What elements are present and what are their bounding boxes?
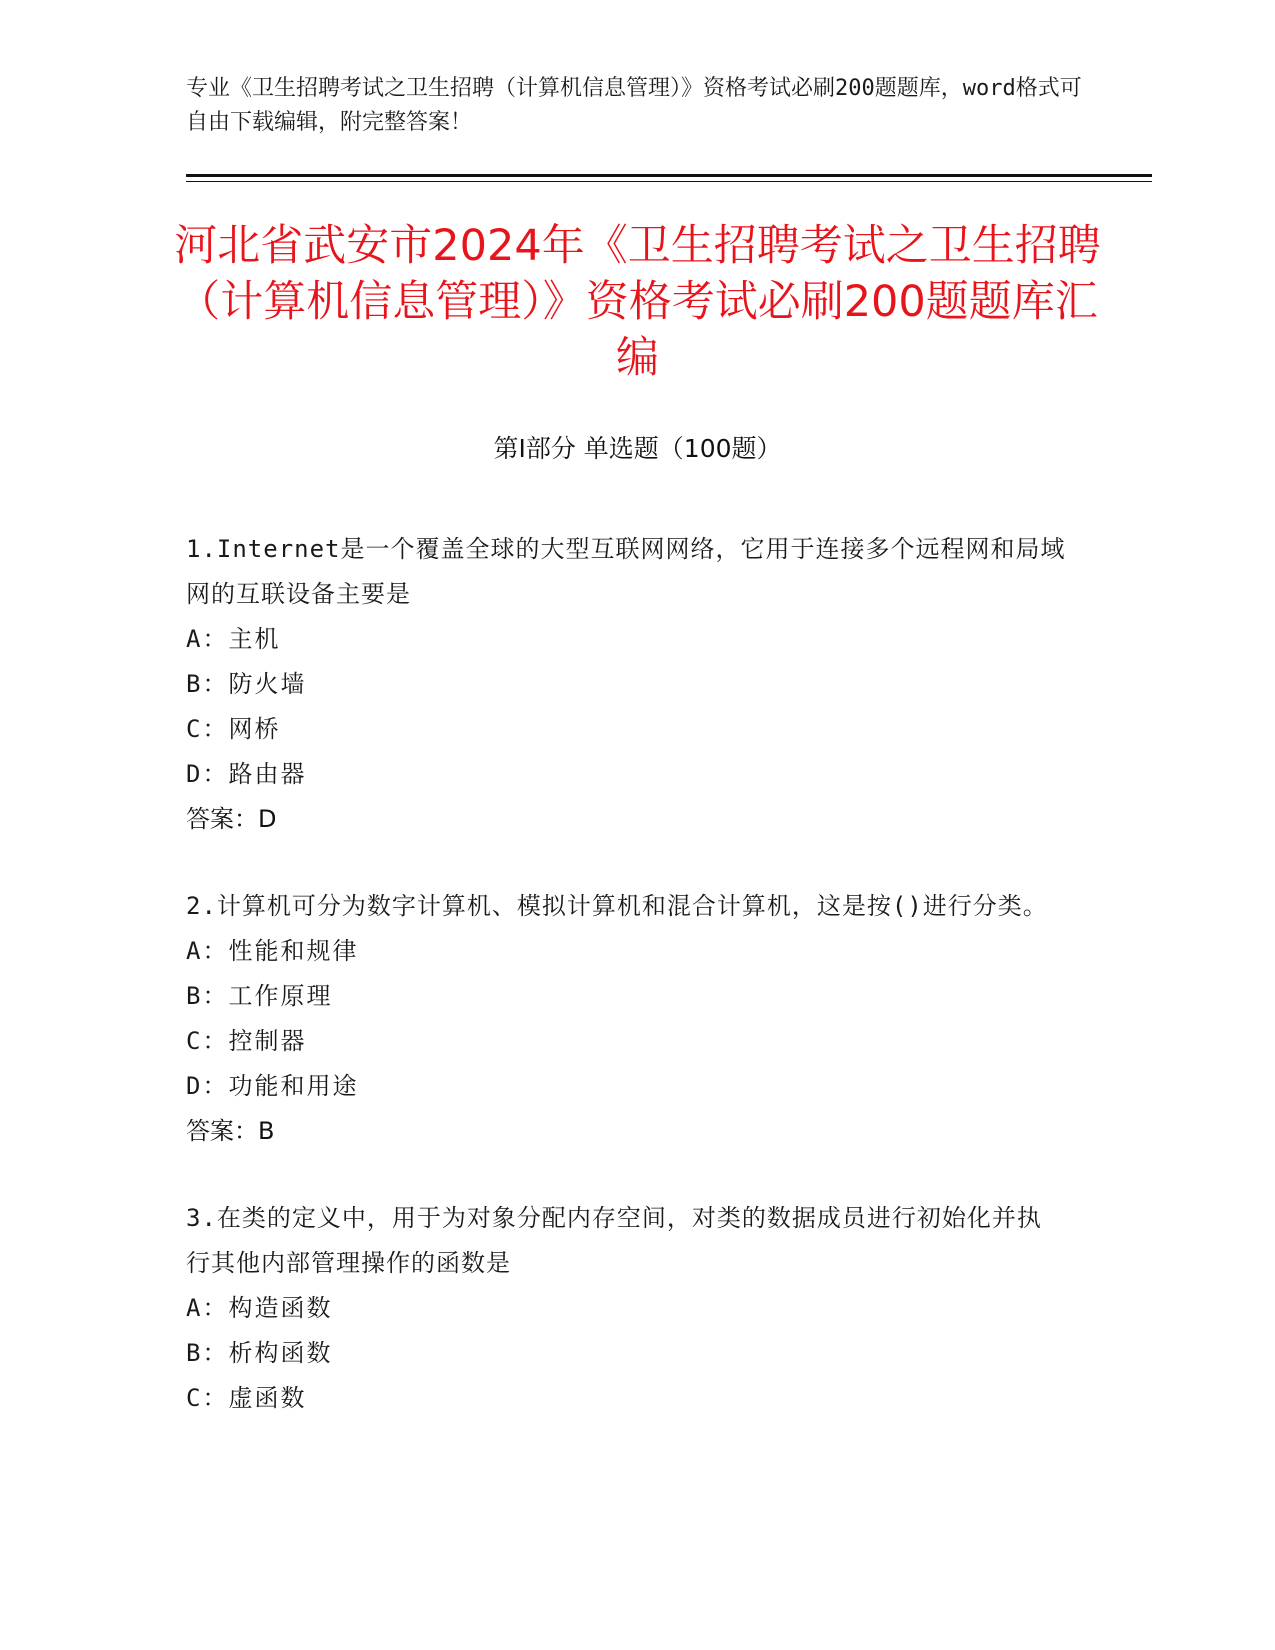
- header-divider-thick: [186, 174, 1152, 177]
- option-a: A：性能和规律: [186, 937, 359, 965]
- header-note: 专业《卫生招聘考试之卫生招聘（计算机信息管理）》资格考试必刷200题题库，word格式可自由下载编辑，附完整答案！: [186, 76, 1082, 135]
- option-c: C：网桥: [186, 715, 281, 743]
- option-c: C：控制器: [186, 1027, 307, 1055]
- option-b: B：防火墙: [186, 670, 307, 698]
- option-d: D：功能和用途: [186, 1072, 359, 1100]
- option-c: C：虚函数: [186, 1384, 307, 1412]
- document-title: 河北省武安市2024年《卫生招聘考试之卫生招聘（计算机信息管理）》资格考试必刷200题题库汇编: [174, 221, 1101, 383]
- question-1: [186, 527, 1066, 842]
- answer-line: 答案：D: [186, 805, 277, 833]
- header-divider-thin: [186, 181, 1152, 182]
- question-stem: 2.计算机可分为数字计算机、模拟计算机和混合计算机，这是按()进行分类。: [186, 892, 1048, 920]
- question-list: [186, 527, 1066, 1463]
- question-2: [186, 884, 1066, 1154]
- section-title: 第Ⅰ部分 单选题（100题）: [493, 434, 782, 463]
- option-a: A：构造函数: [186, 1294, 333, 1322]
- answer-line: 答案：B: [186, 1117, 275, 1145]
- option-a: A：主机: [186, 625, 281, 653]
- option-b: B：工作原理: [186, 982, 333, 1010]
- question-stem: 1.Internet是一个覆盖全球的大型互联网网络，它用于连接多个远程网和局域网的互联设备主要是: [186, 535, 1066, 608]
- question-stem: 3.在类的定义中，用于为对象分配内存空间，对类的数据成员进行初始化并执行其他内部管理操作的函数是: [186, 1204, 1042, 1277]
- question-3: [186, 1196, 1066, 1421]
- option-b: B：析构函数: [186, 1339, 333, 1367]
- option-d: D：路由器: [186, 760, 307, 788]
